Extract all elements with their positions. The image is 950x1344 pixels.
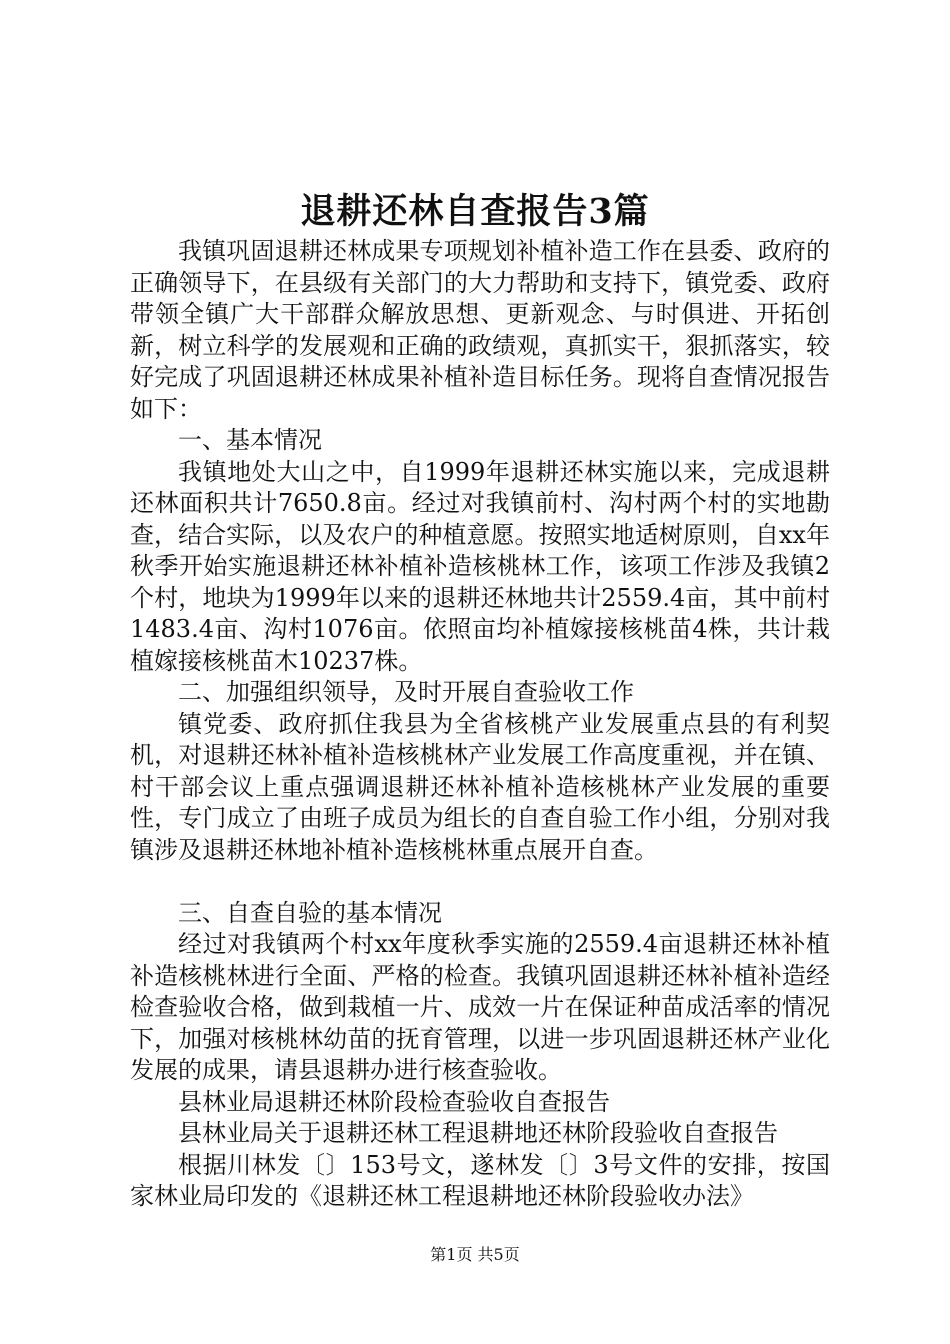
subtitle-forestry-stage-report: 县林业局关于退耕还林工程退耕地还林阶段验收自查报告 [178,1119,778,1147]
paragraph-basis: 根据川林发〔〕153号文，遂林发〔〕3号文件的安排，按国家林业局印发的《退耕还林工程退耕地还林阶段验收办法》 [130,1150,830,1210]
paragraph-basic: 我镇地处大山之中，自1999年退耕还林实施以来，完成退耕还林面积共计7650.8亩。经过对我镇前村、沟村两个村的实地勘查，结合实际，以及农户的种植意愿。按照实地适树原则，自xx年秋季开始实施退耕还林补植补造核桃林工作，该项工作涉及我镇2个村，地块为1999年以来的退耕还林地共计2559.4亩，其中前村1483.4亩、沟村1076亩。依照亩均补植嫁接核桃苗4株，共计栽植嫁接核桃苗木10237株。 [130,457,830,675]
page-number: 第1页 共5页 [430,1245,520,1264]
section-heading-self-check: 三、自查自验的基本情况 [178,898,442,927]
subtitle-forestry-report: 县林业局退耕还林阶段检查验收自查报告 [178,1087,610,1116]
paragraph-intro: 我镇巩固退耕还林成果专项规划补植补造工作在县委、政府的正确领导下，在县级有关部门的大力帮助和支持下，镇党委、政府带领全镇广大干部群众解放思想、更新观念、与时俱进、开拓创新，树立科学的发展观和正确的政绩观，真抓实干，狠抓落实，较好完成了巩固退耕还林成果补植补造目标任务。现将自查情况报告如下： [130,237,830,423]
section-heading-basic: 一、基本情况 [178,426,322,454]
document-title: 退耕还林自查报告3篇 [300,191,650,232]
paragraph-organization: 镇党委、政府抓住我县为全省核桃产业发展重点县的有利契机，对退耕还林补植补造核桃林产业发展工作高度重视，并在镇、村干部会议上重点强调退耕还林补植补造核桃林产业发展的重要性，专门成立了由班子成员为组长的自查自验工作小组，分别对我镇涉及退耕还林地补植补造核桃林重点展开自查。 [130,709,830,864]
section-heading-organization: 二、加强组织领导，及时开展自查验收工作 [178,678,634,706]
document-body [130,236,830,1213]
paragraph-self-check: 经过对我镇两个村xx年度秋季实施的2559.4亩退耕还林补植补造核桃林进行全面、严格的检查。我镇巩固退耕还林补植补造经检查验收合格，做到栽植一片、成效一片在保证种苗成活率的情况下，加强对核桃林幼苗的抚育管理，以进一步巩固退耕还林产业化发展的成果，请县退耕办进行核查验收。 [130,930,830,1084]
